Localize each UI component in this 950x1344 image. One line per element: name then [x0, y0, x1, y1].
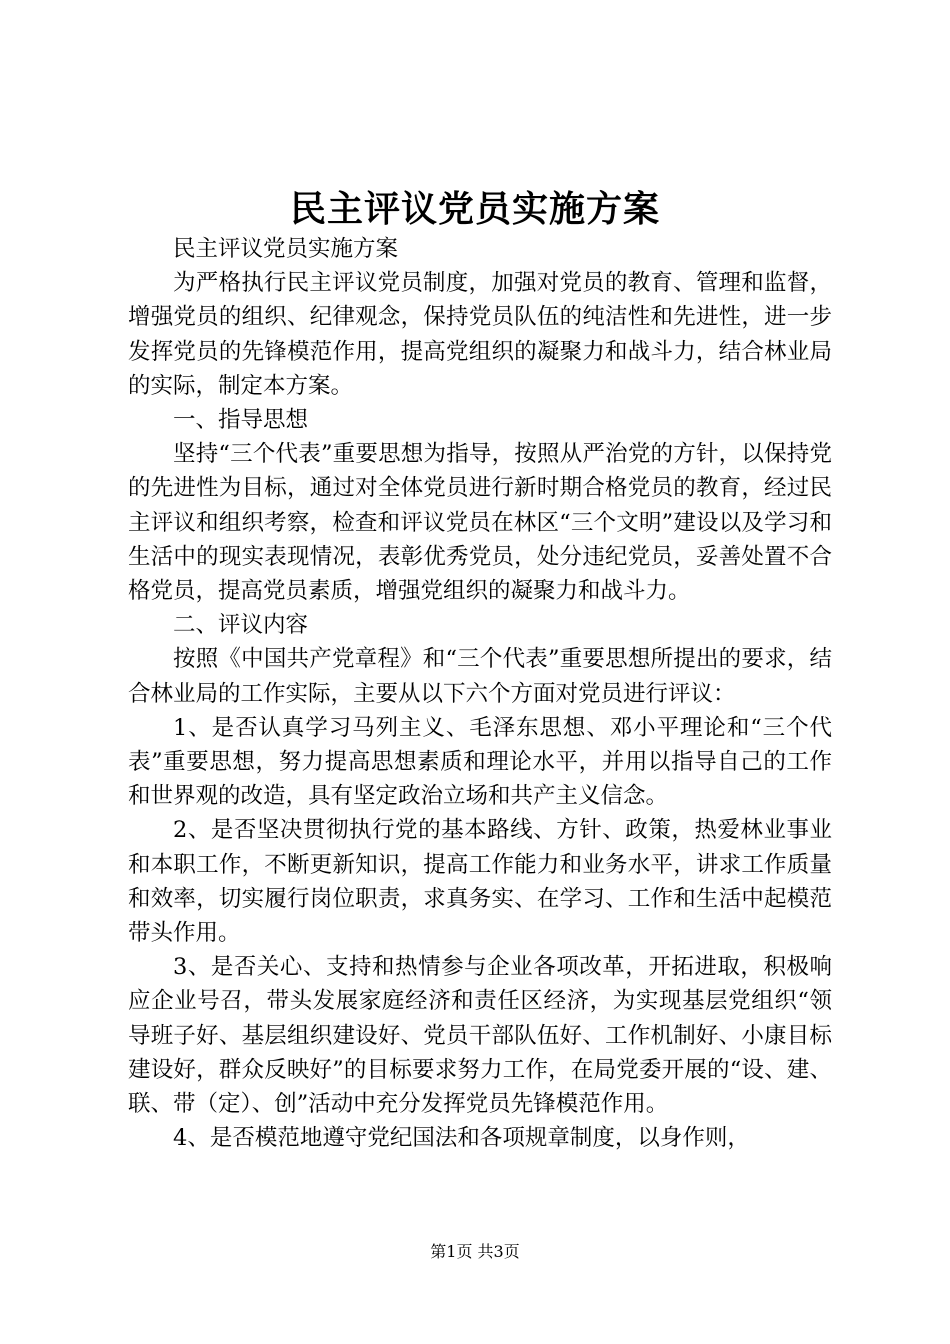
list-item-4: 4、是否模范地遵守党纪国法和各项规章制度，以身作则，: [173, 1125, 750, 1152]
page-number: 第1页 共3页: [430, 1242, 520, 1261]
paragraph-intro: 为严格执行民主评议党员制度，加强对党员的教育、管理和监督，增强党员的组织、纪律观念，保持党员队伍的纯洁性和先进性，进一步发挥党员的先锋模范作用，提高党组织的凝聚力和战斗力，结合林业局的实际，制定本方案。: [128, 270, 832, 399]
paragraph-evaluation-content: 按照《中国共产党章程》和“三个代表”重要思想所提出的要求，结合林业局的工作实际，主要从以下六个方面对党员进行评议：: [128, 646, 832, 707]
list-item-2: 2、是否坚决贯彻执行党的基本路线、方针、政策，热爱林业事业和本职工作，不断更新知识，提高工作能力和业务水平，讲求工作质量和效率，切实履行岗位职责，求真务实、在学习、工作和生活中起模范带头作用。: [128, 817, 832, 947]
list-item-3: 3、是否关心、支持和热情参与企业各项改革，开拓进取，积极响应企业号召，带头发展家庭经济和责任区经济，为实现基层党组织“领导班子好、基层组织建设好、党员干部队伍好、工作机制好、小康目标建设好，群众反映好”的目标要求努力工作，在局党委开展的“设、建、联、带（定）、创”活动中充分发挥党员先锋模范作用。: [128, 954, 832, 1118]
list-item-1: 1、是否认真学习马列主义、毛泽东思想、邓小平理论和“三个代表”重要思想，努力提高思想素质和理论水平，并用以指导自己的工作和世界观的改造，具有坚定政治立场和共产主义信念。: [128, 714, 832, 810]
document-title: 民主评议党员实施方案: [289, 188, 660, 230]
paragraph-subtitle: 民主评议党员实施方案: [173, 236, 399, 262]
section-heading-guiding-ideology: 一、指导思想: [173, 407, 309, 434]
paragraph-guiding-ideology: 坚持“三个代表”重要思想为指导，按照从严治党的方针，以保持党的先进性为目标，通过对全体党员进行新时期合格党员的教育，经过民主评议和组织考察，检查和评议党员在林区“三个文明”建设以及学习和生活中的现实表现情况，表彰优秀党员，处分违纪党员，妥善处置不合格党员，提高党员素质，增强党组织的凝聚力和战斗力。: [128, 441, 832, 605]
document-body: [128, 232, 832, 1155]
section-heading-evaluation-content: 二、评议内容: [173, 612, 309, 639]
